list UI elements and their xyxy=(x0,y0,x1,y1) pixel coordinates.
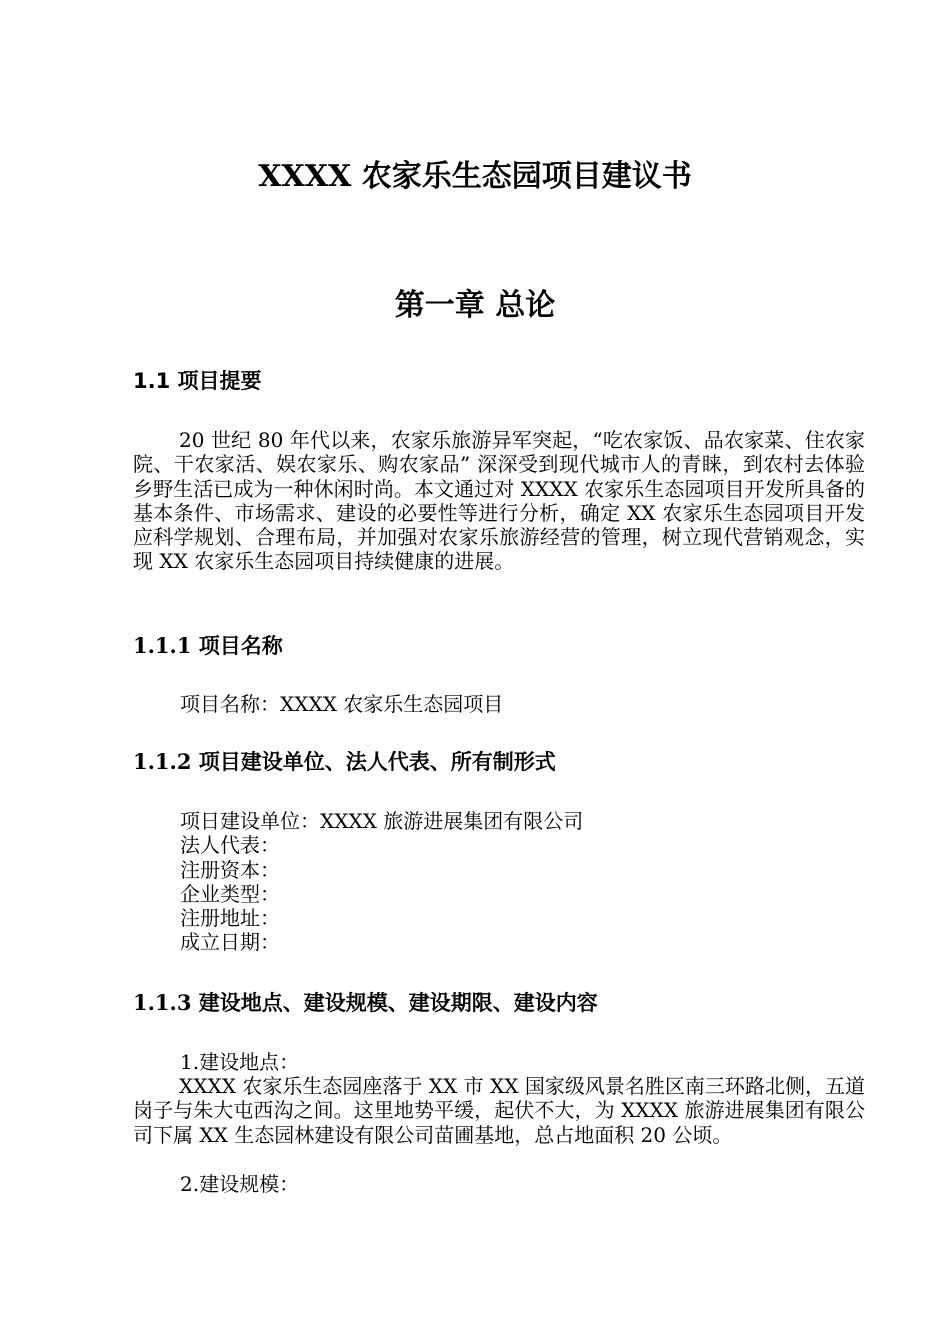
section-heading-1-1-2: 1.1.2 项目建设单位、法人代表、所有制形式 xyxy=(133,749,556,774)
organization-info-list xyxy=(180,809,583,955)
chapter-title: 第一章 总论 xyxy=(394,288,556,323)
site-location-paragraph: XXXX 农家乐生态园座落于 XX 市 XX 国家级风景名胜区南三环路北侧，五道岗子与朱大屯西沟之间。这里地势平缓，起伏不大，为 XXXX 旅游进展集团有限公司下属 XX 生态园林建设有限公司苗圃基地，总占地面积 20 公顷。 xyxy=(133,1074,865,1147)
section-heading-1-1-1: 1.1.1 项目名称 xyxy=(133,633,283,658)
org-info-line: 成立日期： xyxy=(180,930,280,955)
org-info-line: 注册资本： xyxy=(180,857,280,882)
section-heading-1-1: 1.1 项目提要 xyxy=(133,369,262,393)
site-location-label: 1.建设地点： xyxy=(180,1050,300,1074)
org-info-line: 企业类型： xyxy=(180,881,280,906)
project-name-line: 项目名称：XXXX 农家乐生态园项目 xyxy=(180,692,504,716)
org-info-line: 项日建设单位：XXXX 旅游进展集团有限公司 xyxy=(180,809,584,833)
org-info-line: 注册地址： xyxy=(180,906,280,931)
org-info-line: 法人代表： xyxy=(180,833,280,858)
section-1-1-paragraph: 20 世纪 80 年代以来，农家乐旅游异军突起，“吃农家饭、品农家菜、住农家院、干农家活、娱农家乐、购农家品” 深深受到现代城市人的青睐，到农村去体验乡野生活已成为一种休闲时尚。本文通过对 XXXX 农家乐生态园项目开发所具备的基本条件、市场需求、建设的必要性等进行分析，确定 XX 农家乐生态园项目开发应科学规划、合理布局，并加强对农家乐旅游经营的管理，树立现代营销观念，实现 XX 农家乐生态园项目持续健康的进展。 xyxy=(133,428,865,574)
document-title: XXXX 农家乐生态园项目建议书 xyxy=(258,159,692,194)
section-heading-1-1-3: 1.1.3 建设地点、建设规模、建设期限、建设内容 xyxy=(133,990,598,1015)
construction-scale-label: 2.建设规模： xyxy=(180,1172,300,1196)
